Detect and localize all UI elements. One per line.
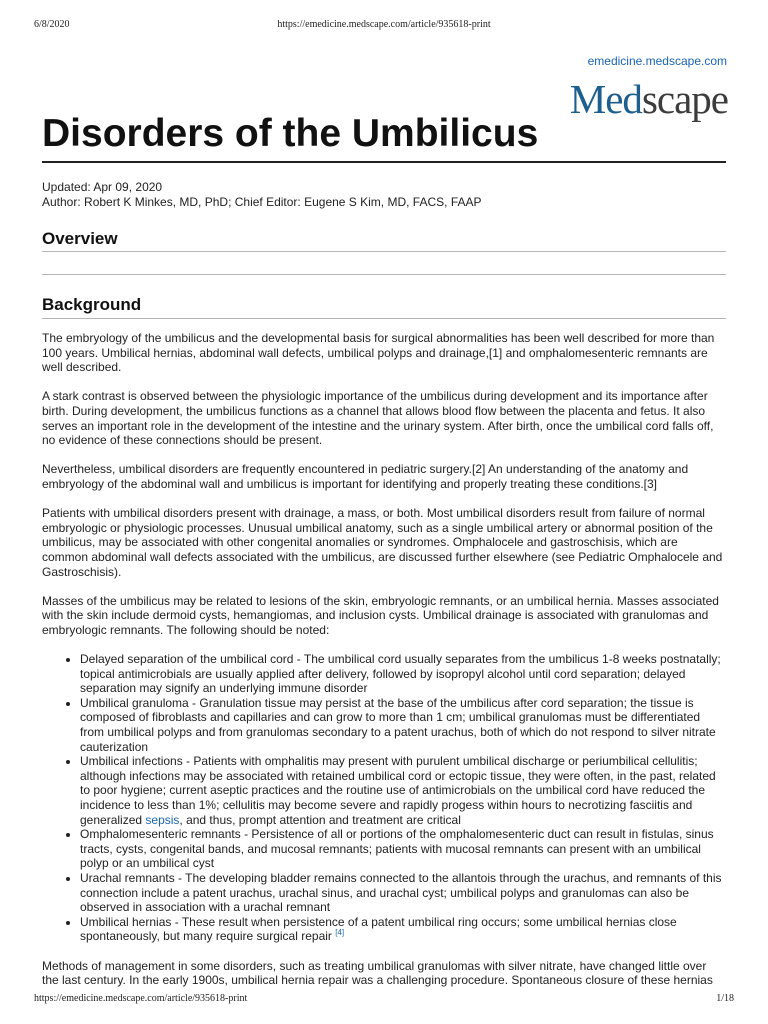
list-item-text: Umbilical hernias - These result when persistence of a patent umbilical ring occurs; some umbilical hernias close spontaneously, but many require surgical repair xyxy=(80,914,677,944)
page-number: 1/18 xyxy=(716,993,734,1004)
section-heading-overview: Overview xyxy=(42,229,118,248)
section-heading-background: Background xyxy=(42,295,142,314)
updated-date: Updated: Apr 09, 2020 xyxy=(42,180,163,194)
page-title: Disorders of the Umbilicus xyxy=(42,112,539,155)
section-divider xyxy=(42,274,726,275)
print-footer xyxy=(34,993,734,1007)
title-divider xyxy=(42,161,726,163)
umbilical-disorders-list xyxy=(42,652,726,944)
site-link[interactable]: emedicine.medscape.com xyxy=(587,54,727,68)
article-body xyxy=(42,331,726,1002)
print-date: 6/8/2020 xyxy=(34,19,70,30)
overview-divider xyxy=(42,251,726,252)
print-header xyxy=(34,19,734,33)
reference-link[interactable]: [4] xyxy=(335,928,345,938)
print-url: https://emedicine.medscape.com/article/935618-print xyxy=(277,19,491,30)
paragraph: Nevertheless, umbilical disorders are frequently encountered in pediatric surgery.[2] An understanding of the anatomy and embryology of the abdominal wall and umbilicus is important for identifying and properly treating these conditions.[3] xyxy=(42,462,689,491)
reference-superscript xyxy=(335,928,344,937)
article-meta xyxy=(42,180,726,210)
paragraph: Patients with umbilical disorders present with drainage, a mass, or both. Most umbilical disorders result from failure of normal embryologic or physiologic processes. Unusual umbilical anatomy, such as a single umbilical artery or abnormal position of the umbilicus, may be associated with other congenital anomalies or syndromes. Omphalocele and gastroschisis, which are common abdominal wall defects associated with the umbilicus, are discussed further elsewhere (see Pediatric Omphalocele and Gastroschisis). xyxy=(42,506,723,579)
author-line: Author: Robert K Minkes, MD, PhD; Chief Editor: Eugene S Kim, MD, FACS, FAAP xyxy=(42,195,482,209)
paragraph: A stark contrast is observed between the physiologic importance of the umbilicus during development and its importance after birth. During development, the umbilicus functions as a channel that allows blood flow between the placenta and fetus. It also serves an important role in the development of the intestine and the urinary system. After birth, once the umbilical cord falls off, no evidence of these connections should be present. xyxy=(42,389,714,448)
paragraph: The embryology of the umbilicus and the developmental basis for surgical abnormalities has been well described for more than 100 years. Umbilical hernias, abdominal wall defects, umbilical polyps and drainage,[1] and omphalomesenteric remnants are well described. xyxy=(42,331,715,375)
list-item-text: Umbilical infections - Patients with omphalitis may present with purulent umbilical discharge or periumbilical cellulitis; although infections may be associated with retained umbilical cord or ectopic tissue, they were often, in the past, related to poor hygiene; current aseptic practices and the routine use of antimicrobials on the umbilical cord have reduced the incidence to less than 1%; cellulitis may become severe and rapidly progess within hours to necrotizing fasciitis and generalized xyxy=(80,754,716,827)
paragraph: Methods of management in some disorders, such as treating umbilical granulomas with silver nitrate, have changed little over the last century. In the early 1900s, umbilical hernia repair was a challenging procedure. Spontaneous closure of these hernias xyxy=(42,958,713,988)
list-item: • Delayed separation of the umbilical cord - The umbilical cord usually separates from the umbilicus 1-8 weeks postnatally; topical antimicrobials are usually applied after delivery, followed by isopropyl alcohol until cord separation; delayed separation may signify an underlying immune disorder xyxy=(80,652,726,696)
list-item: • Umbilical granuloma - Granulation tissue may persist at the base of the umbilicus after cord separation; the tissue is composed of fibroblasts and capillaries and can grow to more than 1 cm; umbilical granulomas must be differentiated from umbilical polyps and from granulomas secondary to a patent urachus, both of which do not respond to silver nitrate cauterization xyxy=(80,696,726,754)
list-item xyxy=(80,915,726,944)
background-divider xyxy=(42,318,726,319)
list-item: • Urachal remnants - The developing bladder remains connected to the allantois through the urachus, and remnants of this connection include a patent urachus, urachal sinus, and urachal cyst; umbilical polyps and granulomas can also be observed in association with a urachal remnant xyxy=(80,871,726,915)
list-item-text: , and thus, prompt attention and treatment are critical xyxy=(179,812,461,827)
list-item: • Omphalomesenteric remnants - Persistence of all or portions of the omphalomesenteric duct can result in fistulas, sinus tracts, cysts, congenital bands, and mucosal remnants; patients with mucosal remnants can present with an umbilical polyp or an umbilical cyst xyxy=(80,827,726,871)
list-item xyxy=(80,754,726,827)
sepsis-link[interactable]: sepsis xyxy=(145,812,180,827)
logo-scape: scape xyxy=(641,76,728,122)
paragraph: Masses of the umbilicus may be related to lesions of the skin, embryologic remnants, or an umbilical hernia. Masses associated with the skin include dermoid cysts, hemangiomas, and inclusion cysts. Umbilical drainage is associated with granulomas and embryologic remnants. The following should be noted: xyxy=(42,593,719,637)
medscape-logo[interactable] xyxy=(570,76,728,122)
footer-url: https://emedicine.medscape.com/article/935618-print xyxy=(34,993,248,1004)
logo-med: Med xyxy=(569,76,642,122)
